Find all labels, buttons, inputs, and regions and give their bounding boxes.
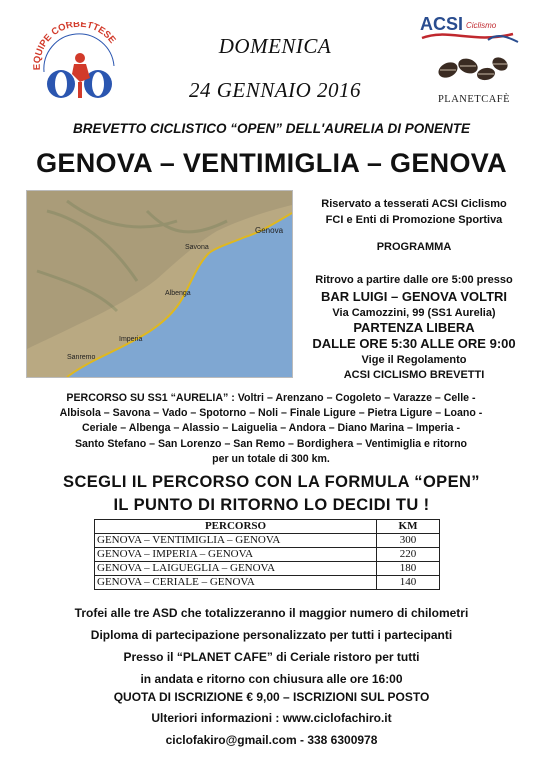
- equipe-corbettese-logo: [28, 22, 128, 108]
- table-cell-km: 220: [377, 548, 440, 562]
- route-line-5: per un totale di 300 km.: [212, 452, 330, 465]
- table-cell-km: 180: [377, 562, 440, 576]
- diploma-line: Diploma di partecipazione personalizzato per tutti i partecipanti: [90, 628, 453, 642]
- trofei-line: Trofei alle tre ASD che totalizzeranno il maggior numero di chilometri: [74, 606, 469, 620]
- choose-line-1: SCEGLI IL PERCORSO CON LA FORMULA “OPEN”: [63, 473, 480, 491]
- route-line-3: Ceriale – Albenga – Alassio – Laiguelia – Andora – Diano Marina – Imperia -: [82, 422, 460, 435]
- email-link[interactable]: ciclofakiro@gmail.com: [165, 733, 297, 747]
- reserved-line-1: Riservato a tesserati ACSI Ciclismo: [321, 198, 507, 210]
- route-description: [36, 391, 506, 467]
- route-line-1: PERCORSO SU SS1 “AURELIA” : Voltri – Arenzano – Cogoleto – Varazze – Celle -: [66, 392, 476, 404]
- event-subtitle: BREVETTO CICLISTICO “OPEN” DELL'AURELIA DI PONENTE: [73, 121, 470, 136]
- table-header-percorso: PERCORSO: [95, 520, 377, 534]
- presso-line: Presso il “PLANET CAFE” di Ceriale ristoro per tutti: [123, 650, 420, 664]
- andata-line: in andata e ritorno con chiusura alle ore 16:00: [140, 672, 403, 686]
- info-line: [0, 711, 543, 725]
- orari-partenza: DALLE ORE 5:30 ALLE ORE 9:00: [312, 336, 516, 351]
- map-label-sanremo: Sanremo: [67, 354, 96, 361]
- event-title: GENOVA – VENTIMIGLIA – GENOVA: [36, 148, 507, 178]
- acsi-planetcafe-logo: [418, 14, 530, 110]
- info-label: Ulteriori informazioni :: [151, 711, 283, 725]
- table-cell-route: GENOVA – CERIALE – GENOVA: [95, 576, 377, 590]
- map-label-imperia: Imperia: [119, 336, 143, 343]
- quota-line: QUOTA DI ISCRIZIONE € 9,00 – ISCRIZIONI SUL POSTO: [113, 690, 430, 704]
- website-link[interactable]: www.ciclofachiro.it: [282, 711, 392, 725]
- phone-number: - 338 6300978: [296, 733, 378, 747]
- equipe-logo-text: EQUIPE CORBETTESE: [31, 22, 118, 71]
- address-line: Via Camozzini, 99 (SS1 Aurelia): [332, 307, 496, 319]
- table-row: [95, 548, 440, 562]
- table-row: [95, 534, 440, 548]
- table-cell-km: 140: [377, 576, 440, 590]
- table-header-km: KM: [377, 520, 440, 534]
- map-label-genova: Genova: [255, 226, 284, 235]
- reserved-line-2: FCI e Enti di Promozione Sportiva: [325, 214, 503, 226]
- routes-table: [94, 519, 440, 590]
- map-label-savona: Savona: [185, 244, 209, 251]
- table-header-row: [95, 520, 440, 534]
- table-cell-km: 300: [377, 534, 440, 548]
- choose-line-2: IL PUNTO DI RITORNO LO DECIDI TU !: [113, 496, 430, 514]
- table-cell-route: GENOVA – IMPERIA – GENOVA: [95, 548, 377, 562]
- route-map: [26, 190, 293, 378]
- programma-heading: PROGRAMMA: [376, 241, 452, 253]
- vige-regolamento: Vige il Regolamento: [361, 354, 467, 366]
- ritrovo-line: Ritrovo a partire dalle ore 5:00 presso: [315, 274, 513, 286]
- acsi-logo-text: ACSI: [420, 14, 464, 34]
- contact-line: [0, 733, 543, 747]
- route-line-2: Albisola – Savona – Vado – Spotorno – Noli – Finale Ligure – Pietra Ligure – Loano -: [59, 407, 483, 420]
- partenza-libera: PARTENZA LIBERA: [353, 320, 475, 335]
- event-date: 24 GENNAIO 2016: [189, 78, 361, 102]
- table-cell-route: GENOVA – LAIGUEGLIA – GENOVA: [95, 562, 377, 576]
- route-line-4: Santo Stefano – San Lorenzo – San Remo – Bordighera – Ventimiglia e ritorno: [74, 437, 468, 450]
- event-day: DOMENICA: [218, 34, 332, 58]
- acsi-brevetti: ACSI CICLISMO BREVETTI: [343, 369, 485, 381]
- map-label-albenga: Albenga: [165, 290, 191, 297]
- table-row: [95, 576, 440, 590]
- planetcafe-logo-text: PLANETCAFÈ: [437, 94, 511, 105]
- table-row: [95, 562, 440, 576]
- acsi-logo-sub: Ciclismo: [466, 21, 497, 30]
- bar-luigi: BAR LUIGI – GENOVA VOLTRI: [320, 289, 508, 304]
- table-cell-route: GENOVA – VENTIMIGLIA – GENOVA: [95, 534, 377, 548]
